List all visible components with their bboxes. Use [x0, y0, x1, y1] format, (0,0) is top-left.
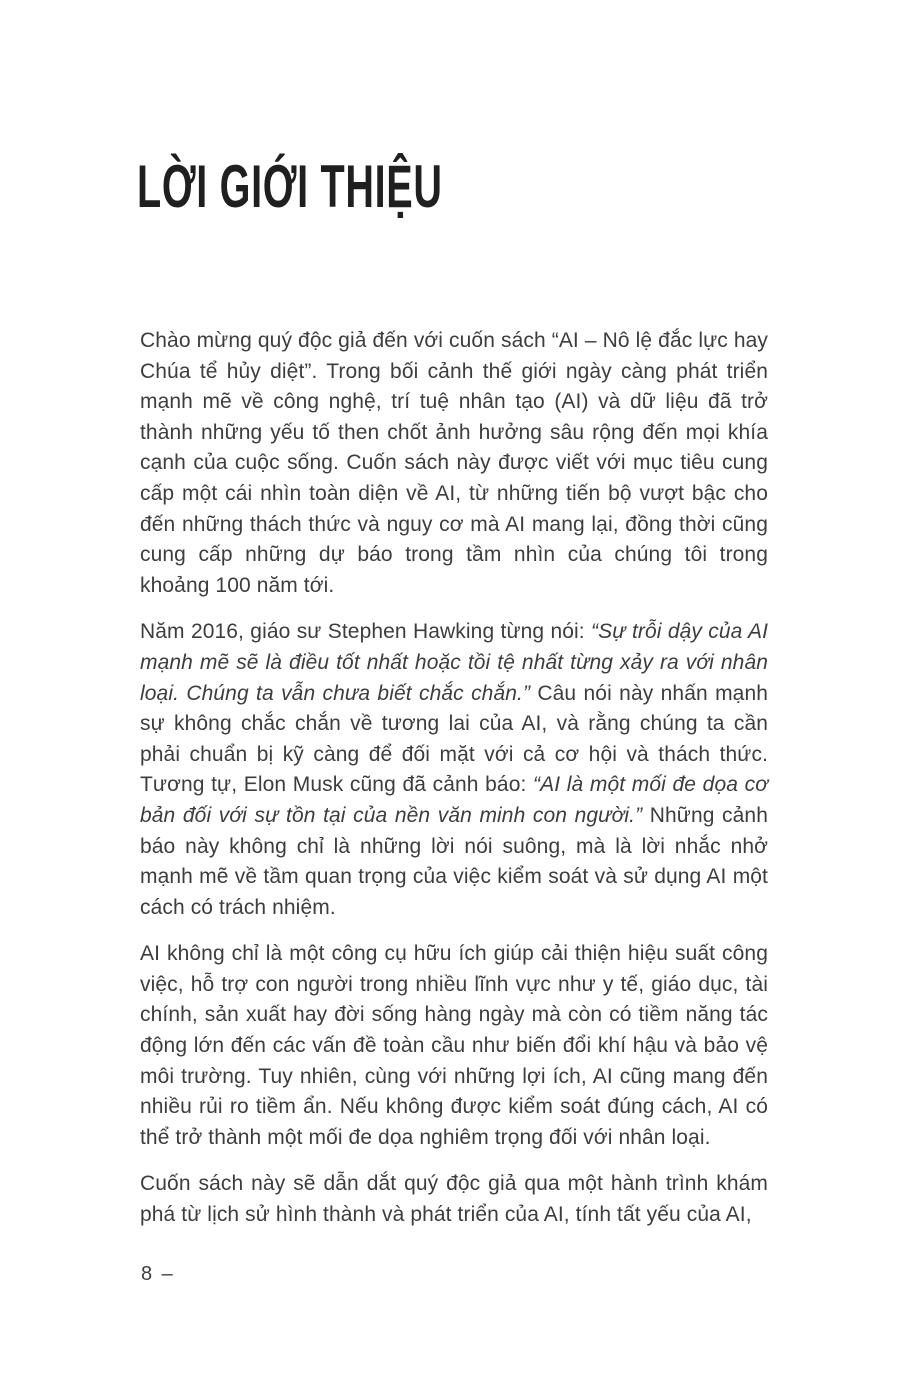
body-run: Câu nói này nhấn mạnh sự không chắc chắn về tương lai của AI, và rằng chúng ta cần phải chuẩn bị kỹ càng để đối mặt với cả cơ hội và thách thức. Tương tự, Elon Musk cũng đã cảnh báo: [140, 681, 769, 797]
quote-text: “Sự trỗi dậy của AI mạnh mẽ sẽ là điều tốt nhất hoặc tồi tệ nhất từng xảy ra với nhân loại. Chúng ta vẫn chưa biết chắc chắn.” [140, 620, 769, 705]
paragraph [140, 617, 768, 923]
paragraph [140, 1169, 768, 1230]
chapter-title: LỜI GIỚI THIỆU [137, 153, 443, 220]
body-run: Cuốn sách này sẽ dẫn dắt quý độc giả qua một hành trình khám phá từ lịch sử hình thành và phát triển của AI, tính tất yếu của AI, [140, 1172, 768, 1227]
body-run: AI không chỉ là một công cụ hữu ích giúp cải thiện hiệu suất công việc, hỗ trợ con người trong nhiều lĩnh vực như y tế, giáo dục, tài chính, sản xuất hay đời sống hàng ngày mà còn có tiềm năng tác động lớn đến các vấn đề toàn cầu như biến đổi khí hậu và bảo vệ môi trường. Tuy nhiên, cùng với những lợi ích, AI cũng mang đến nhiều rủi ro tiềm ẩn. Nếu không được kiểm soát đúng cách, AI có thể trở thành một mối đe dọa nghiêm trọng đối với nhân loại. [140, 942, 768, 1149]
body-run: Năm 2016, giáo sư Stephen Hawking từng nói: [140, 620, 592, 644]
body-run: Chào mừng quý độc giả đến với cuốn sách “AI – Nô lệ đắc lực hay Chúa tể hủy diệt”. Trong bối cảnh thế giới ngày càng phát triển mạnh mẽ về công nghệ, trí tuệ nhân tạo (AI) và dữ liệu đã trở thành những yếu tố then chốt ảnh hưởng sâu rộng đến mọi khía cạnh của cuộc sống. Cuốn sách này được viết với mục tiêu cung cấp một cái nhìn toàn diện về AI, từ những tiến bộ vượt bậc cho đến những thách thức và nguy cơ mà AI mang lại, đồng thời cũng cung cấp những dự báo trong tầm nhìn của chúng tôi trong khoảng 100 năm tới. [140, 329, 768, 597]
paragraph [140, 939, 768, 1153]
body-text [140, 326, 768, 1247]
page-number: 8 – [141, 1263, 175, 1285]
body-run: Những cảnh báo này không chỉ là những lời nói suông, mà là lời nhắc nhở mạnh mẽ về tầm quan trọng của việc kiểm soát và sử dụng AI một cách có trách nhiệm. [140, 803, 768, 919]
quote-text: “AI là một mối đe dọa cơ bản đối với sự tồn tại của nền văn minh con người.” [140, 773, 768, 827]
paragraph [140, 326, 768, 601]
page-footer [141, 1263, 175, 1286]
